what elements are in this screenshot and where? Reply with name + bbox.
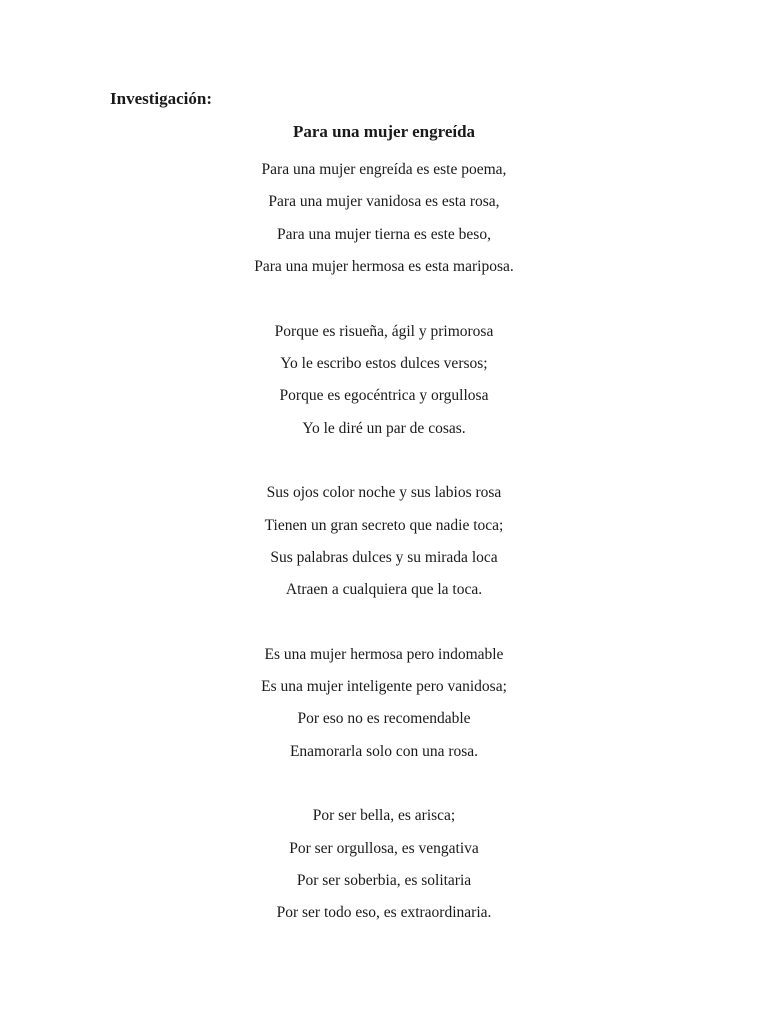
poem-line: Por ser soberbia, es solitaria bbox=[296, 872, 472, 890]
poem-line: Es una mujer inteligente pero vanidosa; bbox=[261, 678, 507, 696]
poem-line: Para una mujer hermosa es esta mariposa. bbox=[254, 258, 514, 276]
poem-line: Para una mujer vanidosa es esta rosa, bbox=[268, 193, 500, 211]
stanza-4 bbox=[0, 639, 768, 769]
poem-line: Para una mujer tierna es este beso, bbox=[277, 225, 491, 243]
poem-line: Porque es risueña, ágil y primorosa bbox=[274, 322, 494, 340]
section-heading: Investigación: bbox=[110, 89, 212, 108]
poem-line: Por ser orgullosa, es vengativa bbox=[289, 839, 479, 857]
poem-line: Sus ojos color noche y sus labios rosa bbox=[266, 484, 502, 502]
poem-line: Porque es egocéntrica y orgullosa bbox=[279, 387, 489, 405]
poem-body bbox=[0, 154, 768, 962]
poem-line: Para una mujer engreída es este poema, bbox=[261, 161, 507, 178]
poem-title: Para una mujer engreída bbox=[292, 122, 476, 141]
poem-line: Por eso no es recomendable bbox=[297, 710, 471, 728]
stanza-3 bbox=[0, 477, 768, 607]
poem-line: Atraen a cualquiera que la toca. bbox=[285, 581, 483, 599]
poem-line: Por ser bella, es arisca; bbox=[312, 807, 456, 825]
poem-line: Yo le escribo estos dulces versos; bbox=[280, 354, 488, 372]
poem-line: Sus palabras dulces y su mirada loca bbox=[270, 548, 498, 566]
poem-line: Yo le diré un par de cosas. bbox=[302, 419, 466, 437]
poem-line: Enamorarla solo con una rosa. bbox=[289, 742, 479, 760]
poem-line: Es una mujer hermosa pero indomable bbox=[264, 645, 504, 663]
poem-line: Por ser todo eso, es extraordinaria. bbox=[276, 904, 492, 922]
stanza-5 bbox=[0, 800, 768, 930]
poem-line: Tienen un gran secreto que nadie toca; bbox=[264, 516, 504, 534]
stanza-2 bbox=[0, 316, 768, 446]
stanza-1 bbox=[0, 154, 768, 284]
